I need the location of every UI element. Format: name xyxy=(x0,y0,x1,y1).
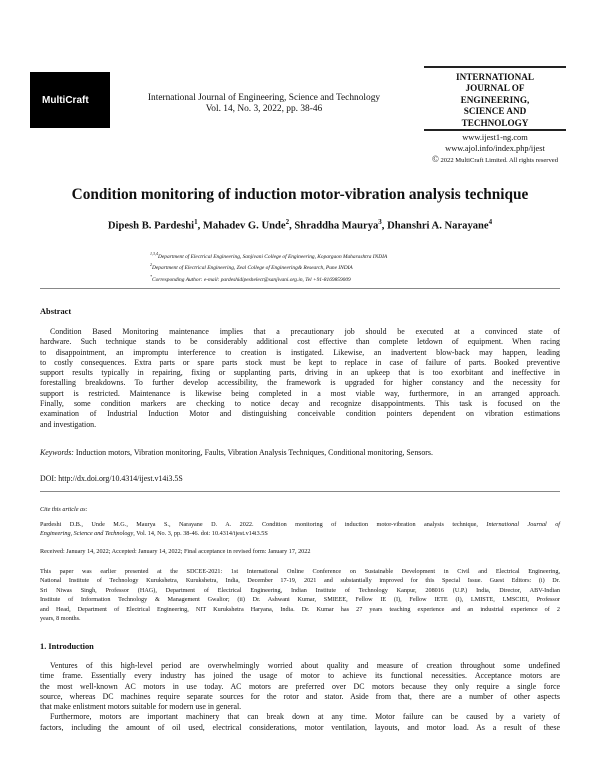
introduction-body: Ventures of this high-level period are overwhelmingly worried about quality and measure of creation throughout some undefined time frame. Essentially every industry has joined the usage of motor to achieve its functional necessities. Acceptance motors are the most well-known AC motors in use today. AC motors are preferred over DC motors because they only require a single force source, whereas DC machines require separate sources for the rotor and stator. Aside from that, there are a number of other aspects that make enlistment motors suitable for modern use in general. Furthermore, motors are important machinery that can break down at any time. Motor failure can be caused by a variety of factors, including the amount of oil used, electrical considerations, motor ventilation, layouts, and motor load. As a result of these xyxy=(40,661,560,732)
divider xyxy=(40,288,560,289)
doi-link[interactable]: http://dx.doi.org/10.4314/ijest.v14i3.5S xyxy=(56,474,183,483)
journal-url-1[interactable]: www.ijest1-ng.com xyxy=(462,133,528,142)
journal-url-2[interactable]: www.ajol.info/index.php/ijest xyxy=(445,144,545,153)
journal-links xyxy=(424,132,566,166)
author-list: Dipesh B. Pardeshi$^1$, Mahadev G. Unde$^2$, Shraddha Maurya$^3$, Dhanshri A. Narayane$^4$ xyxy=(107,218,493,232)
box-mid-rule xyxy=(424,129,566,131)
multicraft-logo xyxy=(30,72,110,128)
citation-text: Pardeshi D.B., Unde M.G., Maurya S., Narayane D. A. 2022. Condition monitoring of induction motor-vibration analysis technique, International Journal of Engineering, Science and Technology, Vol. 14, No. 3, pp. 38-46. doi: 10.4314/ijest.v14i3.5S xyxy=(40,521,561,538)
box-top-rule xyxy=(424,66,566,68)
corresponding-author: *Corresponding Author: e-mail: pardeshidipeshelect@sanjivani.org.in, Tel +91-8169859009 xyxy=(150,273,351,283)
author-name: Shraddha Maurya xyxy=(294,220,379,232)
author-name: Dipesh B. Pardeshi xyxy=(107,220,195,232)
divider xyxy=(40,491,560,492)
copyright-line: © 2022 MultiCraft Limited. All rights reserved xyxy=(431,154,559,164)
affiliation: $^2$Department of Electrical Engineering, Zeal College of Engineering& Research, Pune INDIA xyxy=(150,262,353,272)
keywords-label: Keywords: xyxy=(40,448,74,457)
box-title: INTERNATIONAL JOURNAL OF ENGINEERING, SCIENCE AND TECHNOLOGY xyxy=(456,72,534,128)
logo-text: MultiCraft xyxy=(42,94,89,106)
author-name: Dhanshri A. Narayane xyxy=(387,220,489,232)
cite-heading: Cite this article as: xyxy=(40,506,88,513)
doi-label: DOI: xyxy=(40,474,57,483)
doi-line xyxy=(40,474,183,483)
paper-title: Condition monitoring of induction motor-vibration analysis technique xyxy=(71,186,529,203)
journal-issue: Vol. 14, No. 3, 2022, pp. 38-46 xyxy=(205,104,323,114)
abstract-heading: Abstract xyxy=(40,307,72,316)
introduction-heading: 1. Introduction xyxy=(40,642,94,651)
keywords: Keywords: Induction motors, Vibration monitoring, Faults, Vibration Analysis Techniques, Conditional monitoring, Sensors. xyxy=(40,448,433,457)
journal-header xyxy=(134,93,394,115)
journal-name: International Journal of Engineering, Science and Technology xyxy=(147,93,381,103)
affiliation: $^{1,3,4}$Department of Electrical Engineering, Sanjivani College of Engineering, Kopargaon Maharashtra INDIA xyxy=(150,251,388,260)
received-dates: Received: January 14, 2022; Accepted: January 14, 2022; Final acceptance in revised form: January 17, 2022 xyxy=(40,548,311,555)
author-name: Mahadev G. Unde xyxy=(202,220,286,232)
affiliations xyxy=(150,250,550,284)
abstract-body: Condition Based Monitoring maintenance implies that a precautionary job should be executed at a convinced state of hardware. Such technique stands to be considerably additional cost effective than complete letdown of equipment. When racing to disappointment, an impromptu interference to creation is instigated. Likewise, an inadvertent blow-back may happen, leading to costly consequences. Extra parts or spare parts stock must be kept to replace in case of failure of parts. Booked preventive support results typically in repairing, fixing or supplanting parts, driving in an upkeep that is too exorbitant and ineffective in forestalling breakdowns. To further develop accessibility, the framework is upgraded for higher constancy and the necessity for support is restricted. Maintenance is likewise being completed in a most viable way, furthermore, in an arranged approach. Finally, some condition markers are checking to notice decay and recognize disappointments. This task is focused on the examination of Industrial Induction Motor and distinguishing conceivable condition pointers dependent on vibration estimations and investigation. xyxy=(40,327,560,429)
conference-note: This paper was earlier presented at the SDCEE-2021: 1st International Online Conference on Sustainable Development in Civil and Electrical Engineering, National Institute of Technology Kurukshetra, Kurukshetra, India, December 17-19, 2021 and substantially improved for this Special Issue. Guest Editors: (i) Dr. Sri Niwas Singh, Professor (HAG), Department of Electrical Engineering, Indian Institute of Technology Kanpur, 208016 (U.P.) India, Director, ABV-Indian Institute of Information Technology & Management Gwalior; (ii) Dr. Ashwani Kumar, SMIEEE, Fellow IE (I), Fellow IETE (I), LMISTE, LMSCIEI, Professor and Head, Department of Electrical Engineering, NIT Kurukshetra Haryana, India. Dr. Kumar has 27 years teaching experience and an industrial experience of 2 years, 8 months. xyxy=(40,568,560,623)
copyright-icon: © xyxy=(431,154,439,164)
